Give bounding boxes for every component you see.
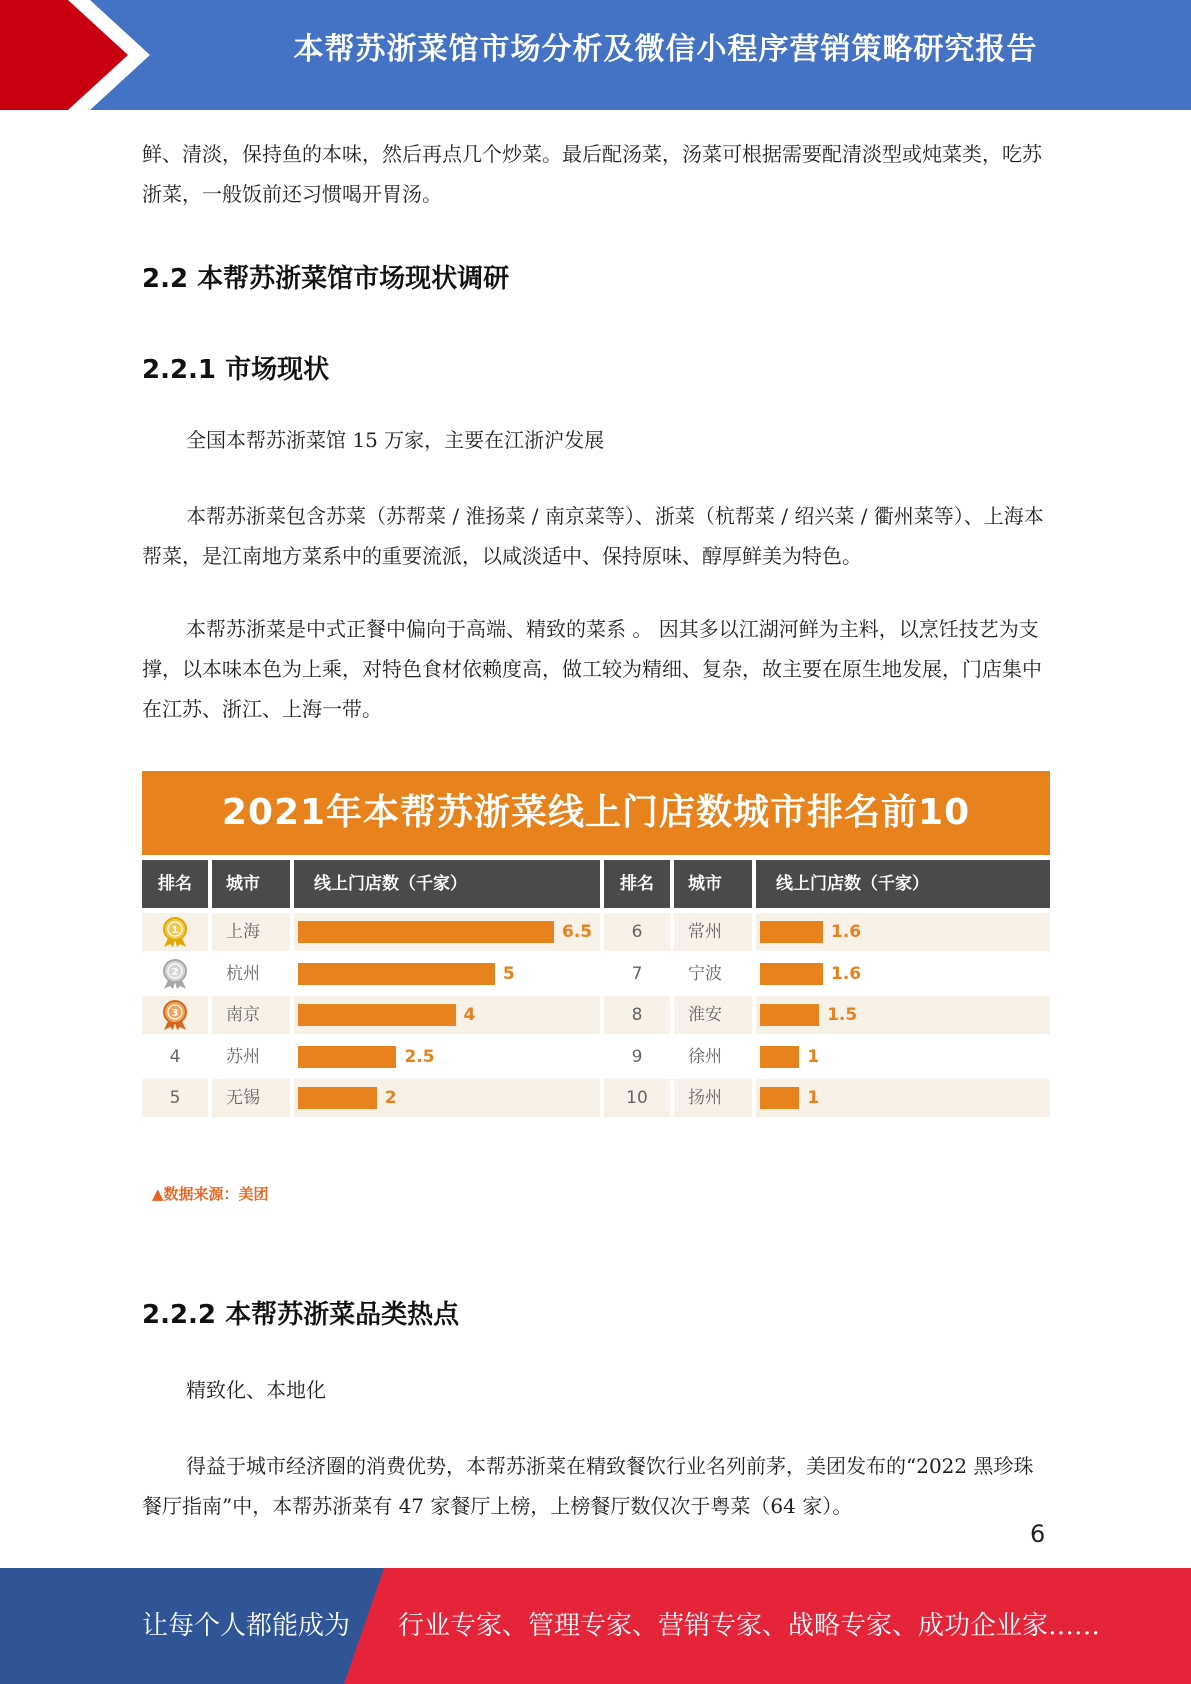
city-cell: 苏州 bbox=[212, 1038, 290, 1076]
header-city-right: 城市 bbox=[674, 860, 752, 908]
rank-cell bbox=[604, 1038, 670, 1076]
rank-number: 7 bbox=[631, 963, 643, 984]
rank-cell bbox=[142, 1038, 208, 1076]
value-cell bbox=[294, 996, 600, 1034]
header-arrow-decoration bbox=[0, 0, 170, 110]
value-bar bbox=[760, 1004, 819, 1026]
value-cell bbox=[294, 955, 600, 993]
value-label: 6.5 bbox=[562, 922, 593, 942]
value-label: 1 bbox=[807, 1046, 820, 1067]
rank-number: 6 bbox=[631, 922, 643, 942]
value-label: 2.5 bbox=[404, 1046, 435, 1067]
rank-cell bbox=[604, 913, 670, 951]
value-bar bbox=[298, 1046, 396, 1068]
chart-source-note: ▲数据来源：美团 bbox=[152, 1185, 269, 1203]
rank-cell bbox=[604, 955, 670, 993]
market-paragraph-3: 本帮苏浙菜是中式正餐中偏向于高端、精致的菜系 。 因其多以江湖河鲜为主料，以烹饪技艺为支撑，以本味本色为上乘，对特色食材依赖度高，做工较为精细、复杂，故主要在原生地发展，门店集中在江苏、浙江、上海一带。 bbox=[142, 617, 1042, 721]
rank-number: 9 bbox=[631, 1046, 643, 1067]
city-cell: 上海 bbox=[212, 913, 290, 951]
rank-number: 8 bbox=[631, 1005, 643, 1025]
silver-medal-icon bbox=[160, 958, 190, 990]
value-cell bbox=[756, 1038, 1050, 1076]
value-label: 4 bbox=[463, 1005, 476, 1025]
value-cell bbox=[756, 996, 1050, 1034]
section-heading-2-2: 2.2 本帮苏浙菜馆市场现状调研 bbox=[142, 264, 510, 294]
page-header bbox=[0, 0, 1191, 110]
footer-slogan-left: 让每个人都能成为 bbox=[142, 1611, 351, 1641]
value-label: 1.5 bbox=[827, 1005, 858, 1025]
market-paragraph-1: 全国本帮苏浙菜馆 15 万家，主要在江浙沪发展 bbox=[186, 428, 605, 452]
value-label: 5 bbox=[502, 963, 515, 984]
value-cell bbox=[756, 1079, 1050, 1117]
rank-cell bbox=[604, 996, 670, 1034]
market-paragraph-2: 本帮苏浙菜包含苏菜（苏帮菜 / 淮扬菜 / 南京菜等）、浙菜（杭帮菜 / 绍兴菜 / 衢州菜等）、上海本帮菜，是江南地方菜系中的重要流派，以咸淡适中、保持原味、醇厚鲜美为特色。 bbox=[142, 504, 1044, 568]
hot-paragraph-2: 得益于城市经济圈的消费优势，本帮苏浙菜在精致餐饮行业名列前茅，美团发布的“2022 黑珍珠餐厅指南”中，本帮苏浙菜有 47 家餐厅上榜，上榜餐厅数仅次于粤菜（64 家）。 bbox=[142, 1454, 1034, 1518]
header-value-right: 线上门店数（千家） bbox=[756, 860, 1050, 908]
rank-cell bbox=[142, 996, 208, 1034]
city-cell: 南京 bbox=[212, 996, 290, 1034]
city-cell: 淮安 bbox=[674, 996, 752, 1034]
value-cell bbox=[294, 913, 600, 951]
medal-rank-number: 3 bbox=[171, 1008, 179, 1019]
city-ranking-chart bbox=[142, 768, 1050, 1120]
value-bar bbox=[298, 1087, 377, 1109]
page-footer bbox=[0, 1568, 1191, 1684]
city-cell: 扬州 bbox=[674, 1079, 752, 1117]
section-heading-2-2-2: 2.2.2 本帮苏浙菜品类热点 bbox=[142, 1300, 460, 1330]
value-cell bbox=[294, 1079, 600, 1117]
header-rank-right: 排名 bbox=[604, 860, 670, 908]
rank-cell bbox=[142, 955, 208, 993]
footer-slogan-right: 行业专家、管理专家、营销专家、战略专家、成功企业家…… bbox=[398, 1611, 1101, 1641]
city-cell: 常州 bbox=[674, 913, 752, 951]
header-city-left: 城市 bbox=[212, 860, 290, 908]
value-bar bbox=[760, 1087, 799, 1109]
value-bar bbox=[298, 1004, 456, 1026]
header-rank-left: 排名 bbox=[142, 860, 208, 908]
value-bar bbox=[760, 921, 823, 943]
city-cell: 徐州 bbox=[674, 1038, 752, 1076]
value-cell bbox=[294, 1038, 600, 1076]
hot-paragraph-1: 精致化、本地化 bbox=[186, 1378, 326, 1402]
city-cell: 杭州 bbox=[212, 955, 290, 993]
rank-number: 4 bbox=[169, 1046, 181, 1067]
section-heading-2-2-1: 2.2.1 市场现状 bbox=[142, 355, 330, 385]
medal-rank-number: 2 bbox=[171, 966, 179, 978]
rank-cell bbox=[142, 913, 208, 951]
value-label: 1.6 bbox=[831, 963, 862, 984]
page-number: 6 bbox=[1030, 1520, 1046, 1548]
intro-paragraph: 鲜、清淡，保持鱼的本味，然后再点几个炒菜。最后配汤菜，汤菜可根据需要配清淡型或炖菜类，吃苏浙菜，一般饭前还习惯喝开胃汤。 bbox=[142, 142, 1042, 206]
chart-title: 2021年本帮苏浙菜线上门店数城市排名前10 bbox=[142, 771, 1050, 855]
bronze-medal-icon bbox=[160, 999, 190, 1031]
value-bar bbox=[298, 963, 495, 985]
value-label: 2 bbox=[384, 1088, 397, 1108]
value-cell bbox=[756, 913, 1050, 951]
medal-rank-number: 1 bbox=[171, 925, 179, 936]
gold-medal-icon bbox=[160, 916, 190, 948]
value-bar bbox=[760, 1046, 799, 1068]
header-value-left: 线上门店数（千家） bbox=[294, 860, 600, 908]
document-title: 本帮苏浙菜馆市场分析及微信小程序营销策略研究报告 bbox=[293, 32, 1038, 67]
value-cell bbox=[756, 955, 1050, 993]
value-bar bbox=[298, 921, 554, 943]
rank-number: 5 bbox=[169, 1088, 181, 1108]
rank-cell bbox=[142, 1079, 208, 1117]
value-label: 1.6 bbox=[831, 922, 862, 942]
city-cell: 无锡 bbox=[212, 1079, 290, 1117]
value-bar bbox=[760, 963, 823, 985]
rank-number: 10 bbox=[626, 1088, 648, 1108]
value-label: 1 bbox=[807, 1088, 820, 1108]
city-cell: 宁波 bbox=[674, 955, 752, 993]
rank-cell bbox=[604, 1079, 670, 1117]
